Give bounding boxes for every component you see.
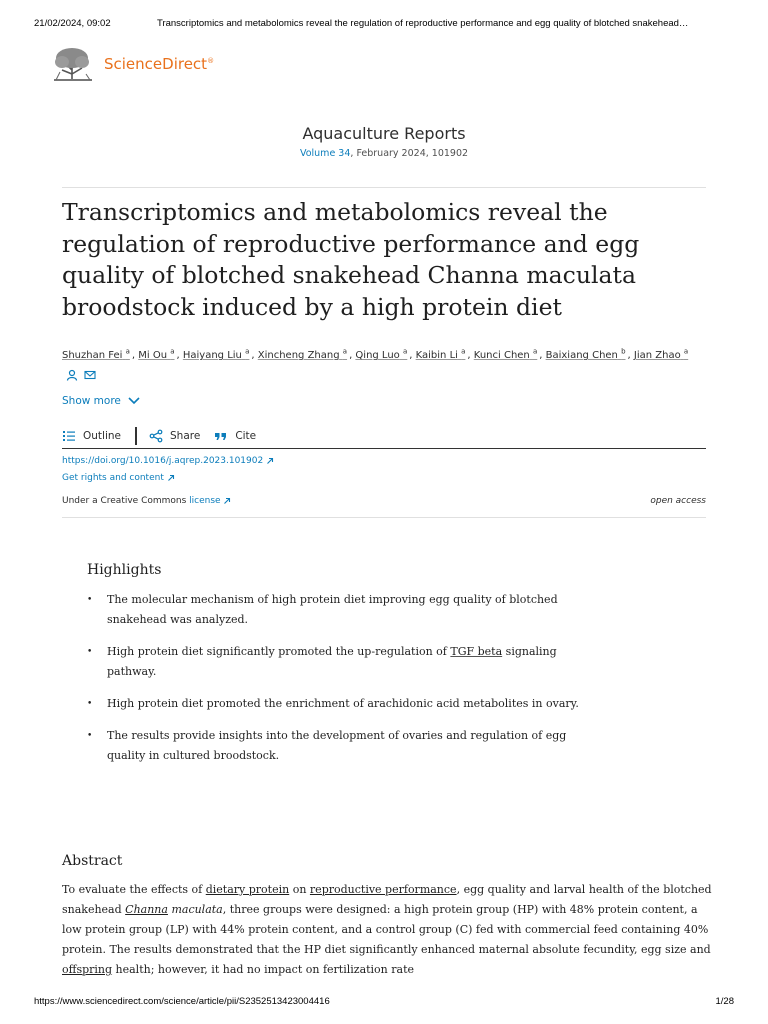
license-line <box>62 496 231 506</box>
share-icon <box>149 429 163 443</box>
list-icon <box>62 429 76 443</box>
affiliation-marker: a <box>532 348 538 356</box>
license-prefix: Under a Creative Commons <box>62 496 190 506</box>
highlight-item: • The molecular mechanism of high protein diet improving egg quality of blotched snakehead was analyzed. <box>87 590 607 630</box>
affiliation-marker: a <box>125 348 130 356</box>
external-link-icon <box>167 474 175 482</box>
author-separator: , <box>539 350 546 362</box>
author-link[interactable]: Shuzhan Fei $^a$ <box>62 348 130 362</box>
author-link[interactable]: Baixiang Chen $^b$ <box>545 348 626 362</box>
toolbar-underline <box>62 448 706 449</box>
volume-line <box>0 148 768 159</box>
author-separator: , <box>467 350 474 362</box>
outline-button[interactable] <box>62 429 121 443</box>
divider <box>62 517 706 518</box>
affiliation-marker: a <box>461 348 466 356</box>
cite-label: Cite <box>235 430 257 442</box>
toolbar-divider <box>135 427 137 445</box>
elsevier-tree-logo-icon <box>48 44 98 84</box>
affiliation-marker: b <box>621 348 626 356</box>
abstract-heading: Abstract <box>62 853 123 869</box>
share-label: Share <box>170 430 201 442</box>
affiliation-marker: a <box>170 348 175 356</box>
abstract-text: To evaluate the effects of dietary protein on reproductive performance, egg quality and larval health of the blotched snakehead Channa maculata, three groups were designed: a high protein group (HP) with 48% protein content, a low protein group (LP) with 44% protein content, and a control group (C) fed with commercial feed containing 40% protein. The results demonstrated that the HP diet significantly enhanced maternal absolute fecundity, egg size and offspring health; however, it had no impact on fertilization rate <box>62 883 712 976</box>
affiliation-marker: a <box>245 348 250 356</box>
highlights-heading: Highlights <box>87 562 162 578</box>
article-toolbar <box>62 425 706 447</box>
external-link-icon <box>223 497 231 505</box>
author-link[interactable]: Mi Ou $^a$ <box>138 348 175 362</box>
author-separator: , <box>349 350 356 362</box>
highlight-item: • The results provide insights into the development of ovaries and regulation of egg quality in cultured broodstock. <box>87 726 607 766</box>
brand-registered-mark: ® <box>207 57 215 65</box>
print-page-number: 1/28 <box>715 996 734 1007</box>
affiliation-marker: a <box>402 348 408 356</box>
author-link[interactable]: Kunci Chen $^a$ <box>473 348 538 362</box>
highlights-list <box>87 590 607 778</box>
abstract-link[interactable]: reproductive performance <box>309 883 457 896</box>
open-access-label: open access <box>650 496 706 506</box>
author-separator: , <box>176 350 183 362</box>
article-title: Transcriptomics and metabolomics reveal the regulation of reproductive performance and egg quality of blotched snakehead Channa maculata broodstock induced by a high protein diet <box>62 198 640 321</box>
sciencedirect-logo[interactable] <box>48 44 214 84</box>
print-title: Transcriptomics and metabolomics reveal the regulation of reproductive performance and egg quality of blotched snakehead… <box>157 18 689 29</box>
highlight-item: • High protein diet significantly promoted the up-regulation of TGF beta signaling pathway. <box>87 642 607 682</box>
print-date: 21/02/2024, 09:02 <box>34 18 111 29</box>
cite-button[interactable] <box>214 429 256 443</box>
author-link[interactable]: Haiyang Liu $^a$ <box>182 348 250 362</box>
license-link[interactable]: license <box>189 496 231 506</box>
issue-details: , February 2024, 101902 <box>350 148 469 159</box>
author-separator: , <box>251 350 258 362</box>
divider <box>62 187 706 188</box>
abstract-link[interactable]: Channa <box>125 903 168 916</box>
author-separator: , <box>409 350 416 362</box>
author-link[interactable]: Kaibin Li $^a$ <box>415 348 466 362</box>
volume-link[interactable]: Volume 34 <box>299 148 351 159</box>
affiliation-marker: a <box>683 348 689 356</box>
print-url: https://www.sciencedirect.com/science/article/pii/S2352513423004416 <box>34 996 330 1007</box>
author-list <box>62 342 712 386</box>
rights-link[interactable]: Get rights and content <box>62 473 175 483</box>
doi-link[interactable]: https://doi.org/10.1016/j.aqrep.2023.101902 <box>62 456 274 466</box>
abstract-link[interactable]: offspring <box>62 963 113 976</box>
abstract-link[interactable]: dietary protein <box>205 883 290 896</box>
envelope-icon[interactable] <box>84 369 96 381</box>
highlight-item: • High protein diet promoted the enrichment of arachidonic acid metabolites in ovary. <box>87 694 607 714</box>
author-link[interactable]: Qing Luo $^a$ <box>355 348 408 362</box>
person-icon[interactable] <box>66 369 78 381</box>
author-link[interactable]: Jian Zhao $^a$ <box>633 348 689 362</box>
share-button[interactable] <box>149 429 200 443</box>
quote-icon <box>214 429 228 443</box>
outline-label: Outline <box>83 430 121 442</box>
author-separator: , <box>131 350 139 362</box>
author-link[interactable]: Xincheng Zhang $^a$ <box>257 348 348 362</box>
show-more-label: Show more <box>62 395 121 407</box>
external-link-icon <box>266 457 274 465</box>
show-more-button[interactable] <box>62 395 141 407</box>
affiliation-marker: a <box>342 348 348 356</box>
highlight-link[interactable]: TGF beta <box>450 645 503 658</box>
author-separator: , <box>627 350 634 362</box>
journal-name[interactable]: Aquaculture Reports <box>302 124 466 143</box>
chevron-down-icon <box>127 396 141 406</box>
brand-name: ScienceDirect® <box>104 55 215 73</box>
